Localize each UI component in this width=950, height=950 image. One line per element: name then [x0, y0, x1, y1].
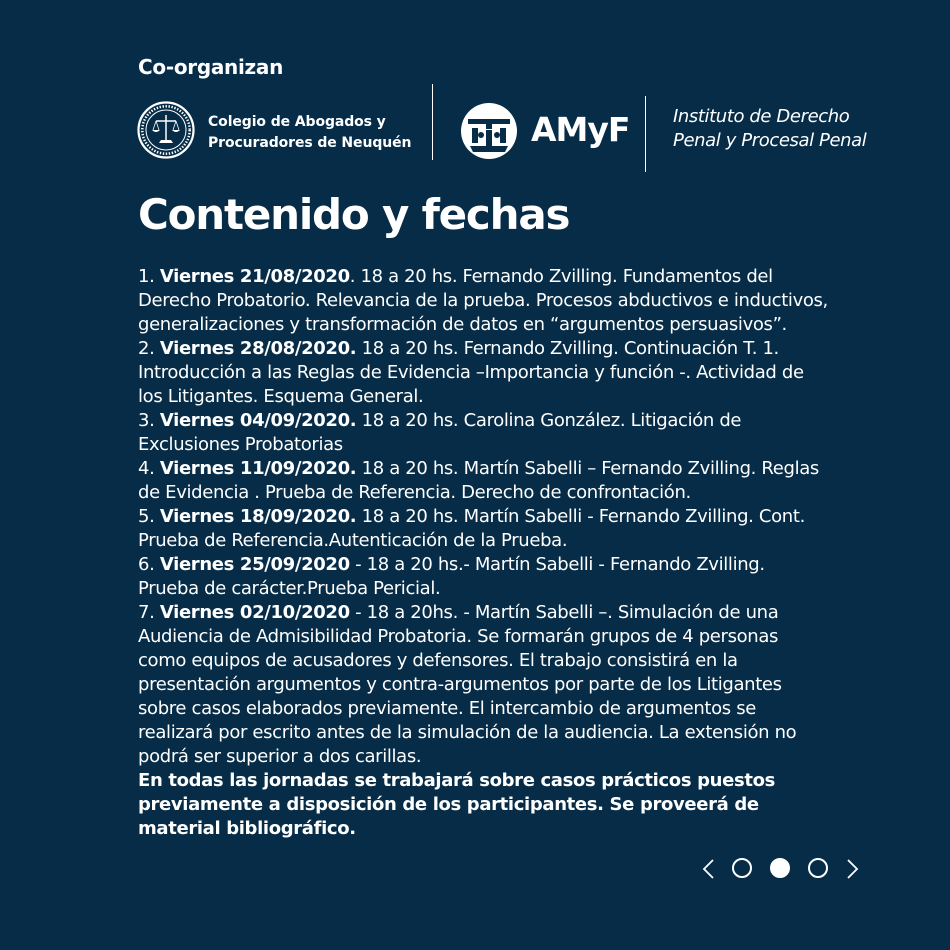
logo-divider [432, 84, 433, 160]
chevron-left-icon[interactable] [700, 859, 718, 879]
session-item [138, 505, 828, 553]
organizer-logos [0, 84, 950, 176]
colegio-name [208, 112, 411, 154]
session-item [138, 553, 828, 601]
logo-divider [645, 96, 646, 172]
coorganizan-label: Co-organizan [138, 55, 284, 79]
session-date: Viernes 18/09/2020. [159, 506, 357, 527]
instituto-name [673, 105, 866, 153]
session-number: 5. [138, 506, 160, 527]
session-number: 3. [138, 410, 160, 431]
amyf-emblem-icon [459, 102, 519, 160]
session-description: - 18 a 20 hs.- Martín Sabelli - Fernando Zvilling. Prueba de carácter.Prueba Pericial. [138, 554, 765, 599]
session-date: Viernes 11/09/2020. [159, 458, 357, 479]
instituto-name-line2: Penal y Procesal Penal [673, 130, 867, 151]
session-number: 6. [138, 554, 160, 575]
session-description: 18 a 20 hs. Martín Sabelli - Fernando Zvilling. Cont. Prueba de Referencia.Autenticación de la Prueba. [138, 506, 805, 551]
session-item [138, 337, 828, 409]
session-description: 18 a 20 hs. Carolina González. Litigación de Exclusiones Probatorias [138, 410, 742, 455]
colegio-name-line1: Colegio de Abogados y [208, 114, 386, 130]
session-number: 4. [138, 458, 160, 479]
session-item [138, 601, 828, 769]
instituto-name-line1: Instituto de Derecho [673, 106, 850, 127]
session-description: 18 a 20 hs. Fernando Zvilling. Continuación T. 1. Introducción a las Reglas de Evidencia –Importancia y función -. Actividad de los Litigantes. Esquema General. [138, 338, 804, 407]
session-description: 18 a 20 hs. Martín Sabelli – Fernando Zvilling. Reglas de Evidencia . Prueba de Referencia. Derecho de confrontación. [138, 458, 819, 503]
general-note: En todas las jornadas se trabajará sobre casos prácticos puestos previamente a disposición de los participantes. Se proveerá de material bibliográfico. [138, 770, 775, 839]
carousel-dot-1[interactable] [732, 858, 752, 878]
colegio-name-line2: Procuradores de Neuquén [208, 135, 412, 151]
session-description: . 18 a 20 hs. Fernando Zvilling. Fundamentos del Derecho Probatorio. Relevancia de la prueba. Procesos abductivos e inductivos, generalizaciones y transformación de datos en “argumentos persuasivos”. [138, 266, 828, 335]
session-item [138, 409, 828, 457]
session-item [138, 265, 828, 337]
colegio-seal-icon [137, 101, 195, 159]
sessions-list [138, 265, 828, 841]
amyf-logo-text: AMyF [531, 110, 630, 149]
session-date: Viernes 28/08/2020. [159, 338, 357, 359]
session-number: 7. [138, 602, 160, 623]
carousel-dot-3[interactable] [808, 858, 828, 878]
carousel-nav [700, 853, 865, 885]
carousel-dot-2[interactable] [770, 858, 790, 878]
session-date: Viernes 02/10/2020 [159, 602, 350, 623]
session-number: 2. [138, 338, 160, 359]
session-date: Viernes 04/09/2020. [159, 410, 357, 431]
chevron-right-icon[interactable] [843, 859, 861, 879]
session-number: 1. [138, 266, 160, 287]
page-title: Contenido y fechas [138, 190, 570, 239]
session-item [138, 457, 828, 505]
session-date: Viernes 25/09/2020 [159, 554, 350, 575]
session-date: Viernes 21/08/2020 [159, 266, 350, 287]
session-description: - 18 a 20hs. - Martín Sabelli –. Simulación de una Audiencia de Admisibilidad Probatoria. Se formarán grupos de 4 personas como equipos de acusadores y defensores. El trabajo consistirá en la presentación argumentos y contra-argumentos por parte de los Litigantes sobre casos elaborados previamente. El intercambio de argumentos se realizará por escrito antes de la simulación de la audiencia. La extensión no podrá ser superior a dos carillas. [138, 602, 797, 767]
